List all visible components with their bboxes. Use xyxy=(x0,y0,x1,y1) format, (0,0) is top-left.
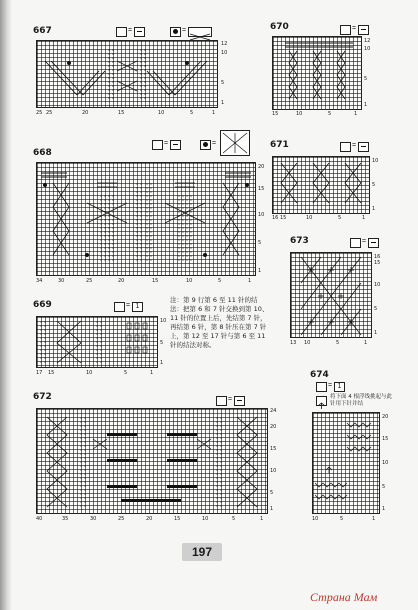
legend-equals: = xyxy=(182,27,187,34)
x-tick: 30 xyxy=(58,278,65,284)
page-number: 197 xyxy=(182,543,222,561)
x-tick: 15 xyxy=(48,370,55,376)
x-tick: 35 xyxy=(62,516,69,522)
chart-number: 670 xyxy=(270,22,289,32)
x-tick: 15 xyxy=(152,278,159,284)
x-tick: 20 xyxy=(118,278,125,284)
x-tick: 5 xyxy=(124,370,128,376)
x-tick: 5 xyxy=(218,278,222,284)
y-tick: 15 xyxy=(374,260,381,266)
x-tick: 5 xyxy=(338,215,342,221)
purl-stitch-symbol xyxy=(234,396,245,406)
x-tick: 1 xyxy=(248,278,252,284)
y-tick: 20 xyxy=(258,164,265,170)
cable-stitch-symbol xyxy=(188,27,212,37)
x-tick: 13 xyxy=(290,340,297,346)
y-tick: 5 xyxy=(382,484,386,490)
y-tick: 10 xyxy=(221,50,228,56)
y-tick: 1 xyxy=(258,268,262,274)
knit-stitch-symbol xyxy=(152,140,163,150)
chart-669-note: 注：第 9 行第 6 至 11 针的结法：把第 6 和 7 针交换到第 10、11 针的位置上后，先结第 7 针，再结第 6 针，第 8 针压在第 7 针上，第 12 至 17 针与第 6 至 11 针的结法对称。 xyxy=(170,296,269,349)
x-tick: 5 xyxy=(190,110,194,116)
chart-number: 672 xyxy=(33,392,52,402)
chart-number: 667 xyxy=(33,26,52,36)
y-tick: 1 xyxy=(374,330,378,336)
legend-equals: = xyxy=(126,302,131,309)
y-tick: 20 xyxy=(270,424,277,430)
chart-674-note: 将下面 4 根浮线挑起与此针用下针并结 xyxy=(330,394,392,407)
x-tick: 10 xyxy=(304,340,311,346)
y-tick: 10 xyxy=(160,318,167,324)
y-tick: 5 xyxy=(258,240,262,246)
y-tick: 10 xyxy=(258,212,265,218)
purl-stitch-symbol xyxy=(368,238,379,248)
legend-equals: = xyxy=(362,238,367,245)
y-tick: 5 xyxy=(221,80,225,86)
y-tick: 15 xyxy=(382,436,389,442)
y-tick: 1 xyxy=(364,102,368,108)
chart-number: 669 xyxy=(33,300,52,310)
y-tick: 10 xyxy=(372,158,379,164)
x-tick: 34 xyxy=(36,278,43,284)
chart-grid xyxy=(272,156,370,214)
y-tick: 5 xyxy=(372,182,376,188)
chart-number: 668 xyxy=(33,148,52,158)
x-tick: 25 xyxy=(36,110,43,116)
x-tick: 20 xyxy=(82,110,89,116)
y-tick: 5 xyxy=(374,306,378,312)
x-tick: 10 xyxy=(158,110,165,116)
legend-equals: = xyxy=(352,25,357,32)
chart-grid xyxy=(312,412,380,514)
x-tick: 40 xyxy=(36,516,43,522)
bobble-stitch-symbol xyxy=(170,27,181,37)
chart-grid xyxy=(36,316,158,368)
knit-stitch-symbol xyxy=(316,382,327,392)
y-tick: 1 xyxy=(160,360,164,366)
bobble-stitch-symbol xyxy=(200,140,211,150)
chart-grid xyxy=(36,408,268,514)
pickup-float-symbol xyxy=(316,396,327,406)
y-tick: 1 xyxy=(270,506,274,512)
y-tick: 10 xyxy=(374,282,381,288)
x-tick: 5 xyxy=(340,516,344,522)
twisted-stitch-symbol: 1 xyxy=(132,302,143,312)
y-tick: 10 xyxy=(382,460,389,466)
y-tick: 12 xyxy=(221,41,228,47)
cable-stitch-symbol xyxy=(220,130,250,156)
x-tick: 15 xyxy=(118,110,125,116)
knit-stitch-symbol xyxy=(350,238,361,248)
x-tick: 10 xyxy=(296,111,303,117)
x-tick: 10 xyxy=(202,516,209,522)
y-tick: 5 xyxy=(364,76,368,82)
y-tick: 5 xyxy=(160,340,164,346)
x-tick: 1 xyxy=(372,516,376,522)
x-tick: 30 xyxy=(90,516,97,522)
x-tick: 15 xyxy=(174,516,181,522)
chart-grid xyxy=(290,252,372,338)
x-tick: 5 xyxy=(336,340,340,346)
x-tick: 1 xyxy=(212,110,216,116)
x-tick: 15 xyxy=(272,111,279,117)
legend-equals: = xyxy=(328,382,333,389)
watermark: Страна Мам xyxy=(310,590,378,604)
x-tick: 1 xyxy=(260,516,264,522)
y-tick: 24 xyxy=(270,408,277,414)
y-tick: 12 xyxy=(364,38,371,44)
x-tick: 25 xyxy=(86,278,93,284)
x-tick: 25 xyxy=(118,516,125,522)
x-tick: 1 xyxy=(354,111,358,117)
legend-equals: = xyxy=(212,140,217,147)
twisted-stitch-symbol: 1 xyxy=(334,382,345,392)
knit-stitch-symbol xyxy=(340,25,351,35)
knit-stitch-symbol xyxy=(340,142,351,152)
chart-grid xyxy=(36,162,256,276)
purl-stitch-symbol xyxy=(170,140,181,150)
legend-equals: = xyxy=(228,396,233,403)
x-tick: 20 xyxy=(146,516,153,522)
chart-number: 674 xyxy=(310,370,329,380)
x-tick: 1 xyxy=(364,340,368,346)
x-tick: 17 xyxy=(36,370,43,376)
book-spine-shadow xyxy=(0,0,12,610)
y-tick: 20 xyxy=(382,414,389,420)
legend-equals: = xyxy=(128,27,133,34)
knit-stitch-symbol xyxy=(114,302,125,312)
y-tick: 1 xyxy=(221,100,225,106)
x-tick: 10 xyxy=(312,516,319,522)
y-tick: 1 xyxy=(372,206,376,212)
y-tick: 16 xyxy=(374,254,381,260)
x-tick: 16 xyxy=(272,215,279,221)
purl-stitch-symbol xyxy=(134,27,145,37)
knit-stitch-symbol xyxy=(116,27,127,37)
x-tick: 1 xyxy=(150,370,154,376)
legend-equals: = xyxy=(164,140,169,147)
purl-stitch-symbol xyxy=(358,142,369,152)
x-tick: 10 xyxy=(186,278,193,284)
y-tick: 10 xyxy=(270,468,277,474)
x-tick: 5 xyxy=(232,516,236,522)
chart-grid xyxy=(272,36,362,110)
x-tick: 1 xyxy=(362,215,366,221)
y-tick: 15 xyxy=(270,446,277,452)
y-tick: 5 xyxy=(270,490,274,496)
chart-grid xyxy=(36,40,218,108)
y-tick: 15 xyxy=(258,186,265,192)
legend-equals: = xyxy=(352,142,357,149)
y-tick: 10 xyxy=(364,46,371,52)
y-tick: 1 xyxy=(382,506,386,512)
x-tick: 15 xyxy=(280,215,287,221)
x-tick: 25 xyxy=(46,110,53,116)
chart-number: 671 xyxy=(270,140,289,150)
chart-number: 673 xyxy=(290,236,309,246)
x-tick: 5 xyxy=(328,111,332,117)
x-tick: 10 xyxy=(86,370,93,376)
x-tick: 10 xyxy=(306,215,313,221)
knit-stitch-symbol xyxy=(216,396,227,406)
purl-stitch-symbol xyxy=(358,25,369,35)
